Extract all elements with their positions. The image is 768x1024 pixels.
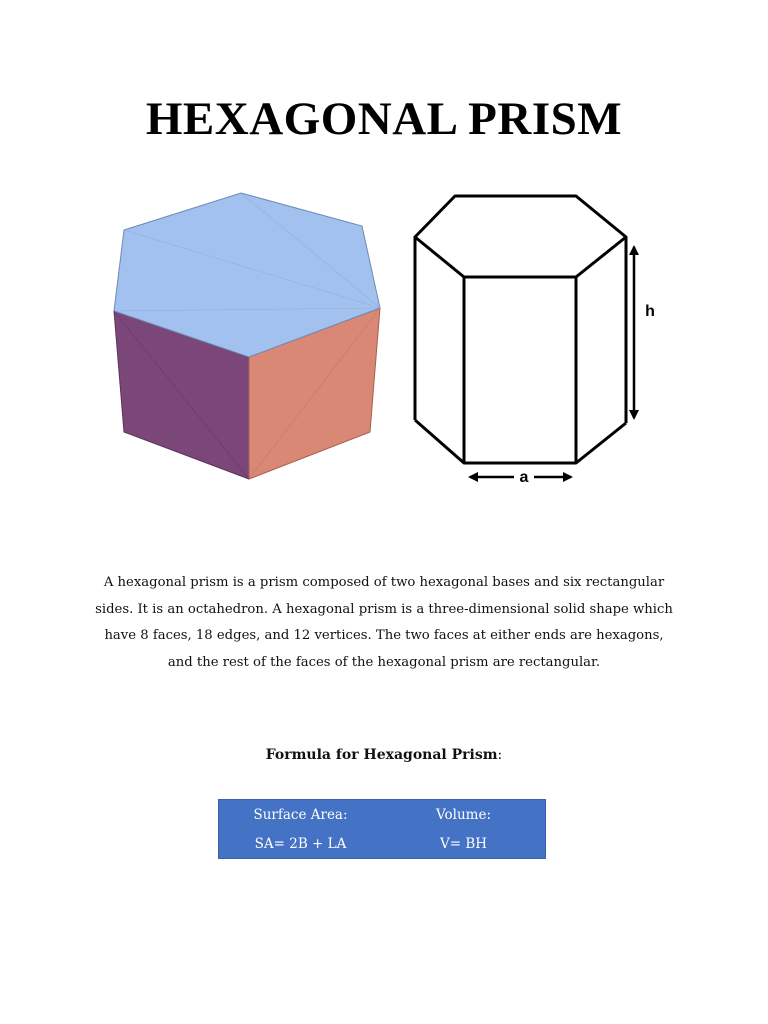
formula-table-header-row <box>219 800 546 830</box>
height-label: h <box>645 303 655 320</box>
formula-heading <box>0 747 768 763</box>
surface-area-formula: SA= 2B + LA <box>254 835 347 852</box>
volume-formula: V= BH <box>439 835 488 852</box>
side-label: a <box>519 469 529 486</box>
volume-label: Volume: <box>436 806 491 823</box>
formula-heading-text: Formula for Hexagonal Prism <box>265 747 498 763</box>
formula-heading-colon: : <box>497 747 503 763</box>
formula-table-row <box>219 829 546 859</box>
colored-hexagonal-prism-image <box>105 185 395 490</box>
prism-outline <box>415 196 626 463</box>
surface-area-label: Surface Area: <box>253 806 348 823</box>
formula-table <box>218 799 546 859</box>
page-title: HEXAGONAL PRISM <box>145 93 623 145</box>
line-hexagonal-prism-diagram <box>405 185 675 490</box>
description-paragraph: A hexagonal prism is a prism composed of two hexagonal bases and six rectangular sides. It is an octahedron. A hexagonal prism is a three-dimensional solid shape which have 8 faces, 18 edges, and 12 vertices. The two faces at either ends are hexagons, and the rest of the faces of the hexagonal prism are rectangular. <box>95 575 673 670</box>
